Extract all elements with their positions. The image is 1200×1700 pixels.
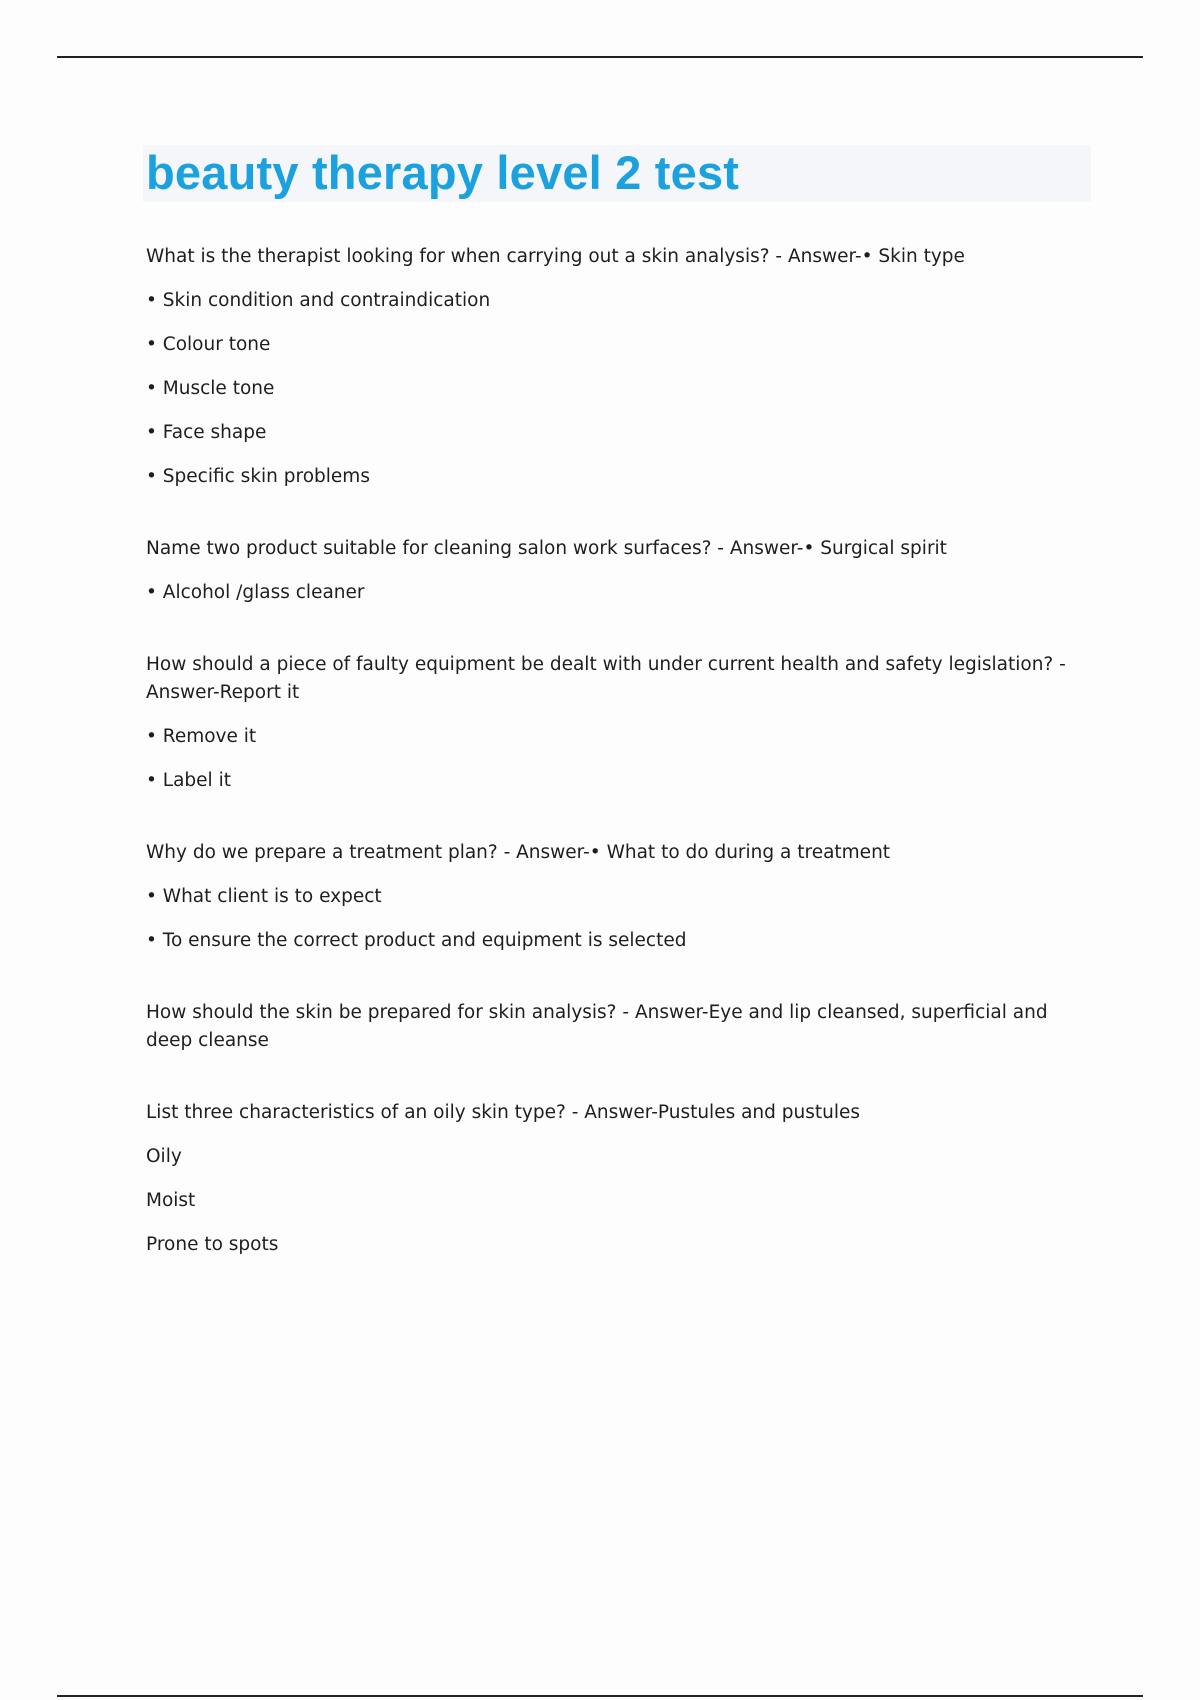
- qa-item: [146, 535, 1091, 607]
- answer-line: • Colour tone: [146, 334, 271, 355]
- answer-line: • Skin condition and contraindication: [146, 290, 491, 311]
- top-divider: [57, 56, 1143, 58]
- question-line: How should the skin be prepared for skin analysis? - Answer-Eye and lip cleansed, superficial and deep cleanse: [146, 1002, 1048, 1051]
- document-title: beauty therapy level 2 test: [146, 146, 740, 199]
- question-line: List three characteristics of an oily skin type? - Answer-Pustules and pustules: [146, 1102, 861, 1123]
- qa-item: [146, 999, 1091, 1055]
- qa-item: [146, 243, 1091, 491]
- qa-item: [146, 839, 1091, 955]
- answer-line: • Alcohol /glass cleaner: [146, 582, 365, 603]
- question-line: How should a piece of faulty equipment be dealt with under current health and safety legislation? - Answer-Report it: [146, 654, 1066, 703]
- answer-line: Oily: [146, 1146, 182, 1167]
- answer-line: • Remove it: [146, 726, 257, 747]
- answer-line: • What client is to expect: [146, 886, 382, 907]
- answer-line: • Specific skin problems: [146, 466, 370, 487]
- question-line: What is the therapist looking for when carrying out a skin analysis? - Answer-• Skin type: [146, 246, 965, 267]
- answer-line: Prone to spots: [146, 1234, 279, 1255]
- qa-item: [146, 1099, 1091, 1259]
- qa-list: [146, 243, 1091, 1303]
- answer-line: • Face shape: [146, 422, 267, 443]
- answer-line: • Muscle tone: [146, 378, 275, 399]
- question-line: Why do we prepare a treatment plan? - Answer-• What to do during a treatment: [146, 842, 891, 863]
- qa-item: [146, 651, 1091, 795]
- answer-line: • To ensure the correct product and equipment is selected: [146, 930, 687, 951]
- bottom-divider: [57, 1695, 1143, 1697]
- answer-line: • Label it: [146, 770, 231, 791]
- answer-line: Moist: [146, 1190, 196, 1211]
- question-line: Name two product suitable for cleaning salon work surfaces? - Answer-• Surgical spirit: [146, 538, 947, 559]
